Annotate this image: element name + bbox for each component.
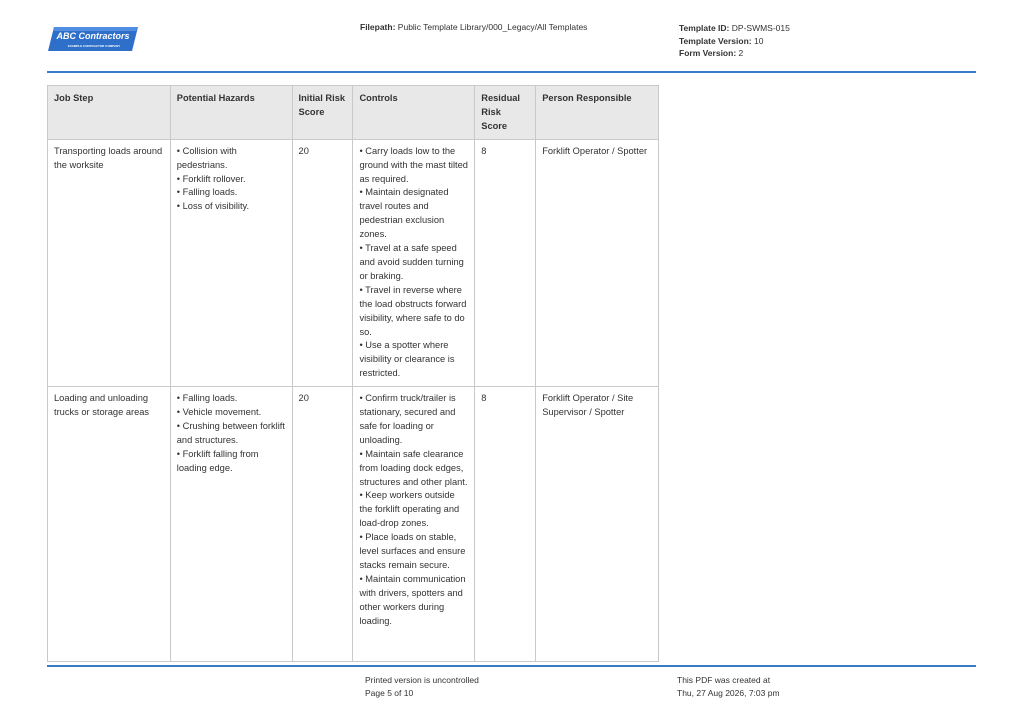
header-residual-risk-score: Residual Risk Score <box>475 86 536 140</box>
created-timestamp: Thu, 27 Aug 2026, 7:03 pm <box>677 687 780 698</box>
company-logo <box>48 26 138 52</box>
person-responsible-cell: Forklift Operator / Spotter <box>536 139 659 386</box>
table-row <box>48 387 659 662</box>
logo-name: ABC Contractors <box>56 31 130 41</box>
residual-risk-cell: 8 <box>475 139 536 386</box>
header-potential-hazards: Potential Hazards <box>170 86 292 140</box>
controls-cell <box>353 387 475 662</box>
form-version-label: Form Version: <box>679 48 737 58</box>
control-item: • Carry loads low to the ground with the mast tilted as required. <box>359 145 468 184</box>
page-number: Page 5 of 10 <box>365 687 414 698</box>
swms-table <box>47 85 659 662</box>
hazard-item: • Forklift falling from loading edge. <box>176 448 259 473</box>
control-item: • Travel at a safe speed and avoid sudden turning or braking. <box>359 243 464 281</box>
footer-divider <box>47 665 976 667</box>
table-header-row <box>48 86 659 140</box>
control-item: • Place loads on stable, level surfaces and ensure stacks remain secure. <box>359 532 466 570</box>
controls-cell <box>353 139 475 386</box>
residual-risk-cell: 8 <box>475 387 536 662</box>
header-person-responsible: Person Responsible <box>536 86 659 140</box>
footer-page-info <box>365 674 479 699</box>
control-item: • Confirm truck/trailer is stationary, secured and safe for loading or unloading. <box>359 393 456 445</box>
table-row <box>48 139 659 386</box>
hazard-item: • Crushing between forklift and structures. <box>176 420 285 445</box>
header-divider <box>47 71 976 73</box>
form-version-value: 2 <box>738 48 744 58</box>
hazard-item: • Falling loads. <box>176 393 238 404</box>
header-controls: Controls <box>353 86 475 140</box>
filepath-label: Filepath: <box>360 22 396 32</box>
template-id-label: Template ID: <box>679 23 730 33</box>
hazard-item: • Falling loads. <box>176 187 238 198</box>
control-item: • Maintain communication with drivers, spotters and other workers during loading. <box>359 573 466 626</box>
control-item: • Keep workers outside the forklift operating and load-drop zones. <box>359 490 460 529</box>
filepath-value: Public Template Library/000_Legacy/All Templates <box>397 22 588 32</box>
control-item: • Maintain designated travel routes and pedestrian exclusion zones. <box>359 187 449 240</box>
footer-created <box>677 674 780 699</box>
filepath <box>360 22 587 32</box>
control-item: • Travel in reverse where the load obstructs forward visibility, where safe to do so. <box>359 284 467 337</box>
initial-risk-cell: 20 <box>292 139 353 386</box>
initial-risk-cell: 20 <box>292 387 353 662</box>
template-version-value: 10 <box>753 35 764 46</box>
logo-tagline: EXAMPLE CONTRACTOR COMPANY <box>67 44 121 48</box>
header-initial-risk-score: Initial Risk Score <box>292 86 353 140</box>
form-version <box>679 47 790 60</box>
template-version-label: Template Version: <box>679 35 752 46</box>
person-responsible-cell: Forklift Operator / Site Supervisor / Spotter <box>536 387 659 662</box>
template-id <box>679 22 790 35</box>
page-header <box>0 0 1024 75</box>
hazards-cell <box>170 139 292 386</box>
hazard-item: • Vehicle movement. <box>176 407 262 418</box>
template-id-value: DP-SWMS-015 <box>731 23 790 33</box>
hazard-item: • Collision with pedestrians. <box>176 145 237 170</box>
created-label: This PDF was created at <box>677 675 771 685</box>
control-item: • Use a spotter where visibility or clearance is restricted. <box>359 340 455 379</box>
uncontrolled-notice: Printed version is uncontrolled <box>365 675 479 685</box>
job-step-cell: Transporting loads around the worksite <box>48 139 171 386</box>
hazards-cell <box>170 387 292 662</box>
job-step-cell: Loading and unloading trucks or storage areas <box>48 387 171 662</box>
hazard-item: • Forklift rollover. <box>176 173 246 184</box>
template-meta <box>679 22 790 60</box>
template-version <box>679 35 790 48</box>
control-item: • Maintain safe clearance from loading dock edges, structures and other plant. <box>359 448 468 487</box>
header-job-step: Job Step <box>48 86 171 140</box>
hazard-item: • Loss of visibility. <box>176 201 250 212</box>
